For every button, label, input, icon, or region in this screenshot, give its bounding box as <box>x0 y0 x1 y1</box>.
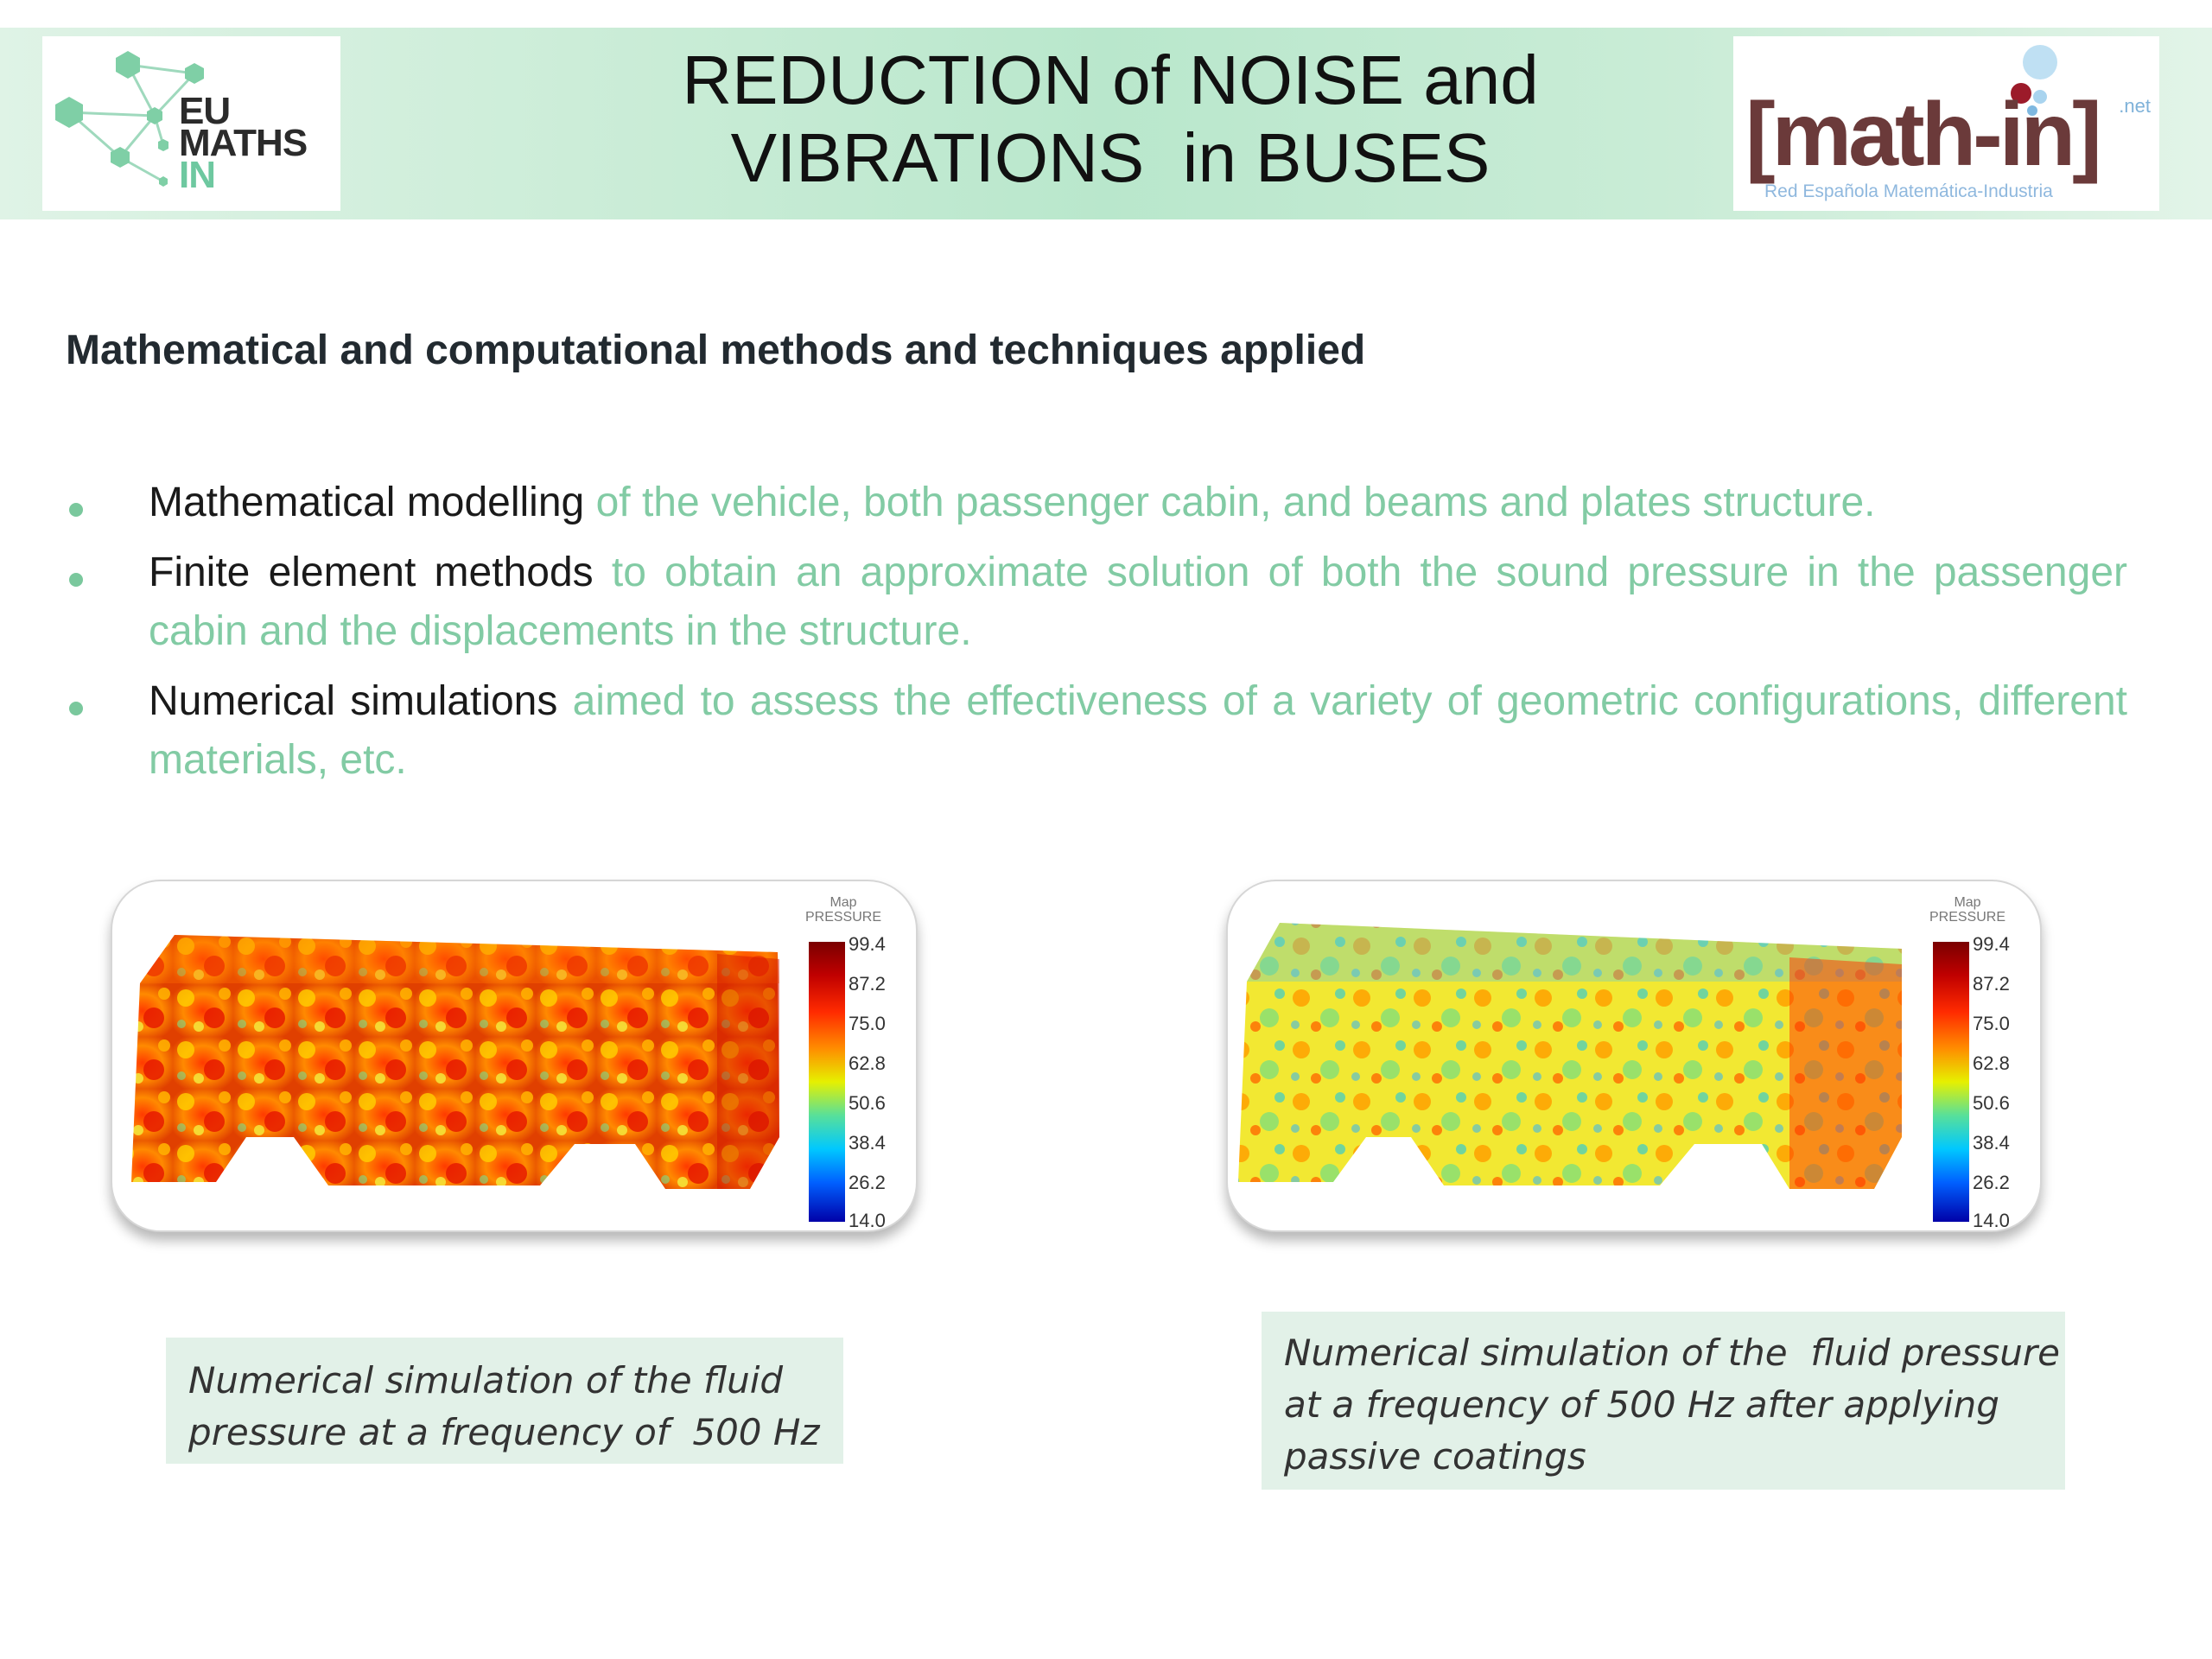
legend-tick: 14.0 <box>1973 1210 2010 1231</box>
legend-tick: 50.6 <box>849 1092 886 1114</box>
caption-line: at a frequency of 500 Hz after applying <box>1284 1383 1999 1426</box>
legend-title-line-1: Map <box>830 895 857 910</box>
legend-title-line-2: PRESSURE <box>804 910 882 925</box>
eu-logo-line-1: EU <box>179 90 231 132</box>
colorbar-legend-right <box>1924 890 2028 1229</box>
math-in-logo <box>1733 36 2159 211</box>
math-in-wordmark: [math-in] <box>1745 85 2099 185</box>
legend-tick: 87.2 <box>1973 973 2010 995</box>
simulation-figure-right <box>1226 880 2042 1232</box>
legend-tick: 26.2 <box>849 1172 886 1193</box>
legend-tick: 26.2 <box>1973 1172 2010 1193</box>
caption-line: passive coatings <box>1284 1435 1586 1478</box>
legend-tick: 14.0 <box>849 1210 886 1231</box>
legend-tick: 62.8 <box>1973 1052 2010 1074</box>
legend-tick: 99.4 <box>849 933 886 955</box>
legend-tick: 38.4 <box>1973 1132 2010 1154</box>
bullet-item <box>66 474 2127 532</box>
colorbar <box>809 942 845 1222</box>
simulation-figure-left <box>111 880 918 1232</box>
bullet-dot-icon <box>69 702 83 715</box>
math-in-subtitle: Red Española Matemática-Industria <box>1764 181 2053 201</box>
caption-line: pressure at a frequency of 500 Hz <box>188 1411 820 1453</box>
caption-left <box>166 1338 843 1464</box>
legend-title-line-2: PRESSURE <box>1929 910 2006 925</box>
colorbar <box>1933 942 1969 1222</box>
bullet-rest: of the vehicle, both passenger cabin, and beams and plates structure. <box>584 480 1876 525</box>
legend-tick: 38.4 <box>849 1132 886 1154</box>
legend-tick: 75.0 <box>1973 1013 2010 1034</box>
legend-tick: 75.0 <box>849 1013 886 1034</box>
bullet-list <box>66 474 2127 801</box>
colorbar-legend-left <box>800 890 904 1229</box>
bullet-item <box>66 672 2127 790</box>
bullet-dot-icon <box>69 573 83 587</box>
bullet-item <box>66 543 2127 661</box>
bullet-rest: aimed to assess the effectiveness of a variety of geometric configurations, different materials, etc. <box>149 678 2127 783</box>
page-title-line-2: VIBRATIONS in BUSES <box>730 119 1491 196</box>
legend-tick: 99.4 <box>1973 933 2010 955</box>
bullet-lead: Mathematical modelling <box>149 480 585 525</box>
legend-title-line-1: Map <box>1954 895 1981 910</box>
caption-right <box>1262 1312 2065 1490</box>
eu-maths-in-logo <box>42 36 340 211</box>
caption-line: Numerical simulation of the fluid pressure <box>1284 1332 2061 1374</box>
legend-tick: 50.6 <box>1973 1092 2010 1114</box>
bus-pressure-map-left <box>112 881 916 1230</box>
legend-tick: 87.2 <box>849 973 886 995</box>
section-heading: Mathematical and computational methods and techniques applied <box>66 327 1366 373</box>
eu-logo-line-2: MATHS <box>179 122 308 164</box>
legend-title <box>1924 895 2011 925</box>
caption-line: Numerical simulation of the fluid <box>188 1359 784 1402</box>
bullet-lead: Finite element methods <box>149 550 594 595</box>
bullet-rest: to obtain an approximate solution of both the sound pressure in the passenger cabin and the displacements in the structure. <box>149 550 2128 654</box>
bullet-lead: Numerical simulations <box>149 678 558 724</box>
page-title <box>518 41 1702 197</box>
legend-tick: 62.8 <box>849 1052 886 1074</box>
math-in-net: .net <box>2119 95 2151 117</box>
bullet-dot-icon <box>69 503 83 517</box>
legend-title <box>800 895 887 925</box>
eu-logo-line-3: IN <box>179 154 215 196</box>
bus-pressure-map-right <box>1228 881 2040 1230</box>
page-title-line-1: REDUCTION of NOISE and <box>682 41 1539 118</box>
